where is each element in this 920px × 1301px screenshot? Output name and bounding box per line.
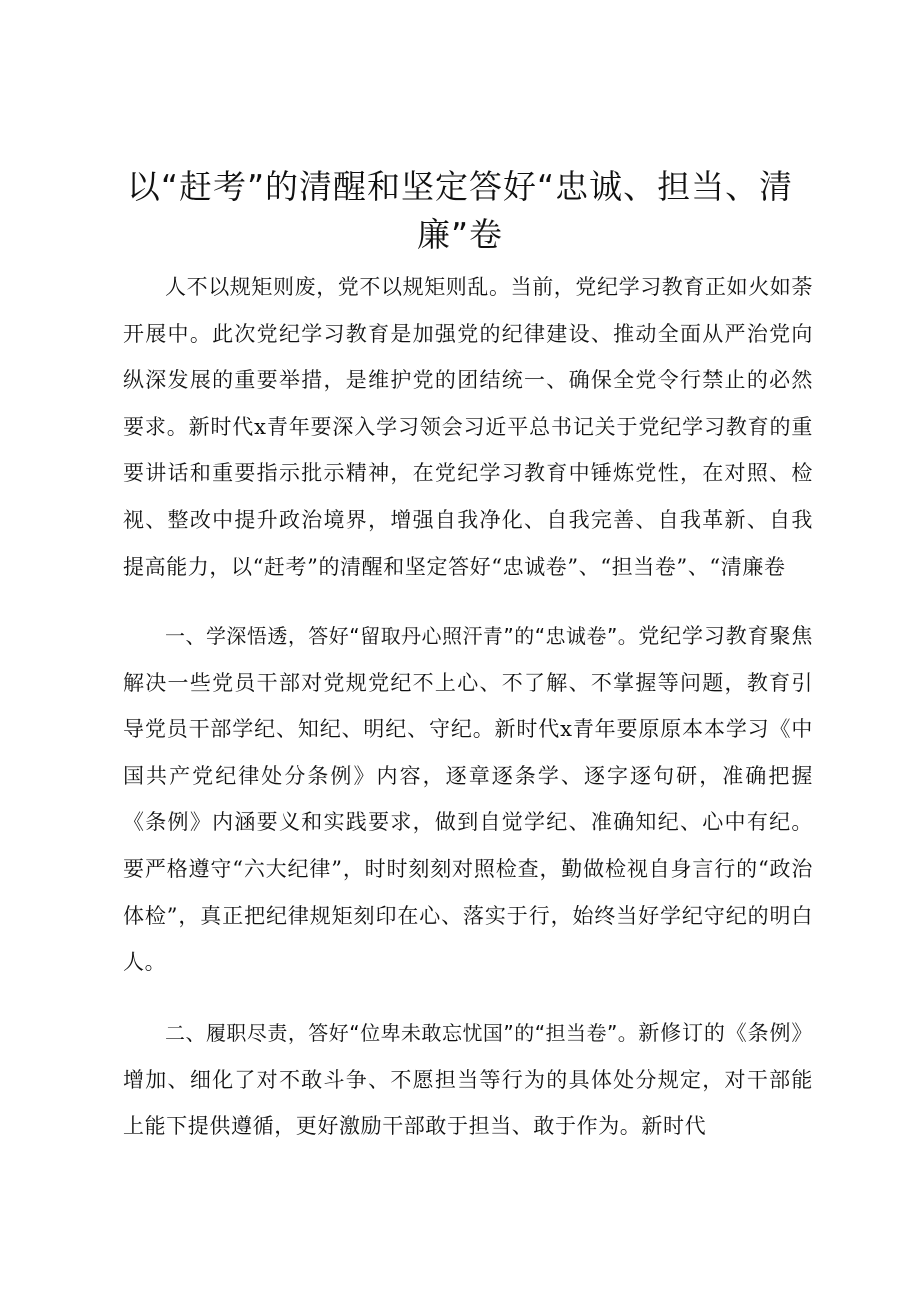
document-title: 以“赶考”的清醒和坚定答好“忠诚、担当、清廉”卷 xyxy=(126,167,794,254)
paragraph-section-two xyxy=(123,1010,813,1150)
section-two-heading: 二、履职尽责，答好“位卑未敢忘忧国”的“担当卷”。 xyxy=(165,1021,639,1045)
paragraph-intro-body: 人不以规矩则废，党不以规矩则乱。当前，党纪学习教育正如火如荼开展中。此次党纪学习教育是加强党的纪律建设、推动全面从严治党向纵深发展的重要举措，是维护党的团结统一、确保全党令行禁止的必然要求。新时代x青年要深入学习领会习近平总书记关于党纪学习教育的重要讲话和重要指示批示精神，在党纪学习教育中锤炼党性，在对照、检视、整改中提升政治境界，增强自我净化、自我完善、自我革新、自我提高能力，以“赶考”的清醒和坚定答好“忠诚卷”、“担当卷”、“清廉卷 xyxy=(123,275,813,579)
section-one-body: 党纪学习教育聚焦解决一些党员干部对党规党纪不上心、不了解、不掌握等问题，教育引导党员干部学纪、知纪、明纪、守纪。新时代x青年要原原本本学习《中国共产党纪律处分条例》内容，逐章逐条学、逐字逐句研，准确把握《条例》内涵要义和实践要求，做到自觉学纪、准确知纪、心中有纪。要严格遵守“六大纪律”，时时刻刻对照检查，勤做检视自身言行的“政治体检”，真正把纪律规矩刻印在心、落实于行，始终当好学纪守纪的明白人。 xyxy=(123,624,813,975)
section-one-heading: 一、学深悟透，答好“留取丹心照汗青”的“忠诚卷”。 xyxy=(165,624,639,648)
paragraph-intro xyxy=(123,264,813,590)
section-two-body: 新修订的《条例》增加、细化了对不敢斗争、不愿担当等行为的具体处分规定，对干部能上能下提供遵循，更好激励干部敢于担当、敢于作为。新时代 xyxy=(123,1021,813,1139)
paragraph-section-one xyxy=(123,613,813,986)
